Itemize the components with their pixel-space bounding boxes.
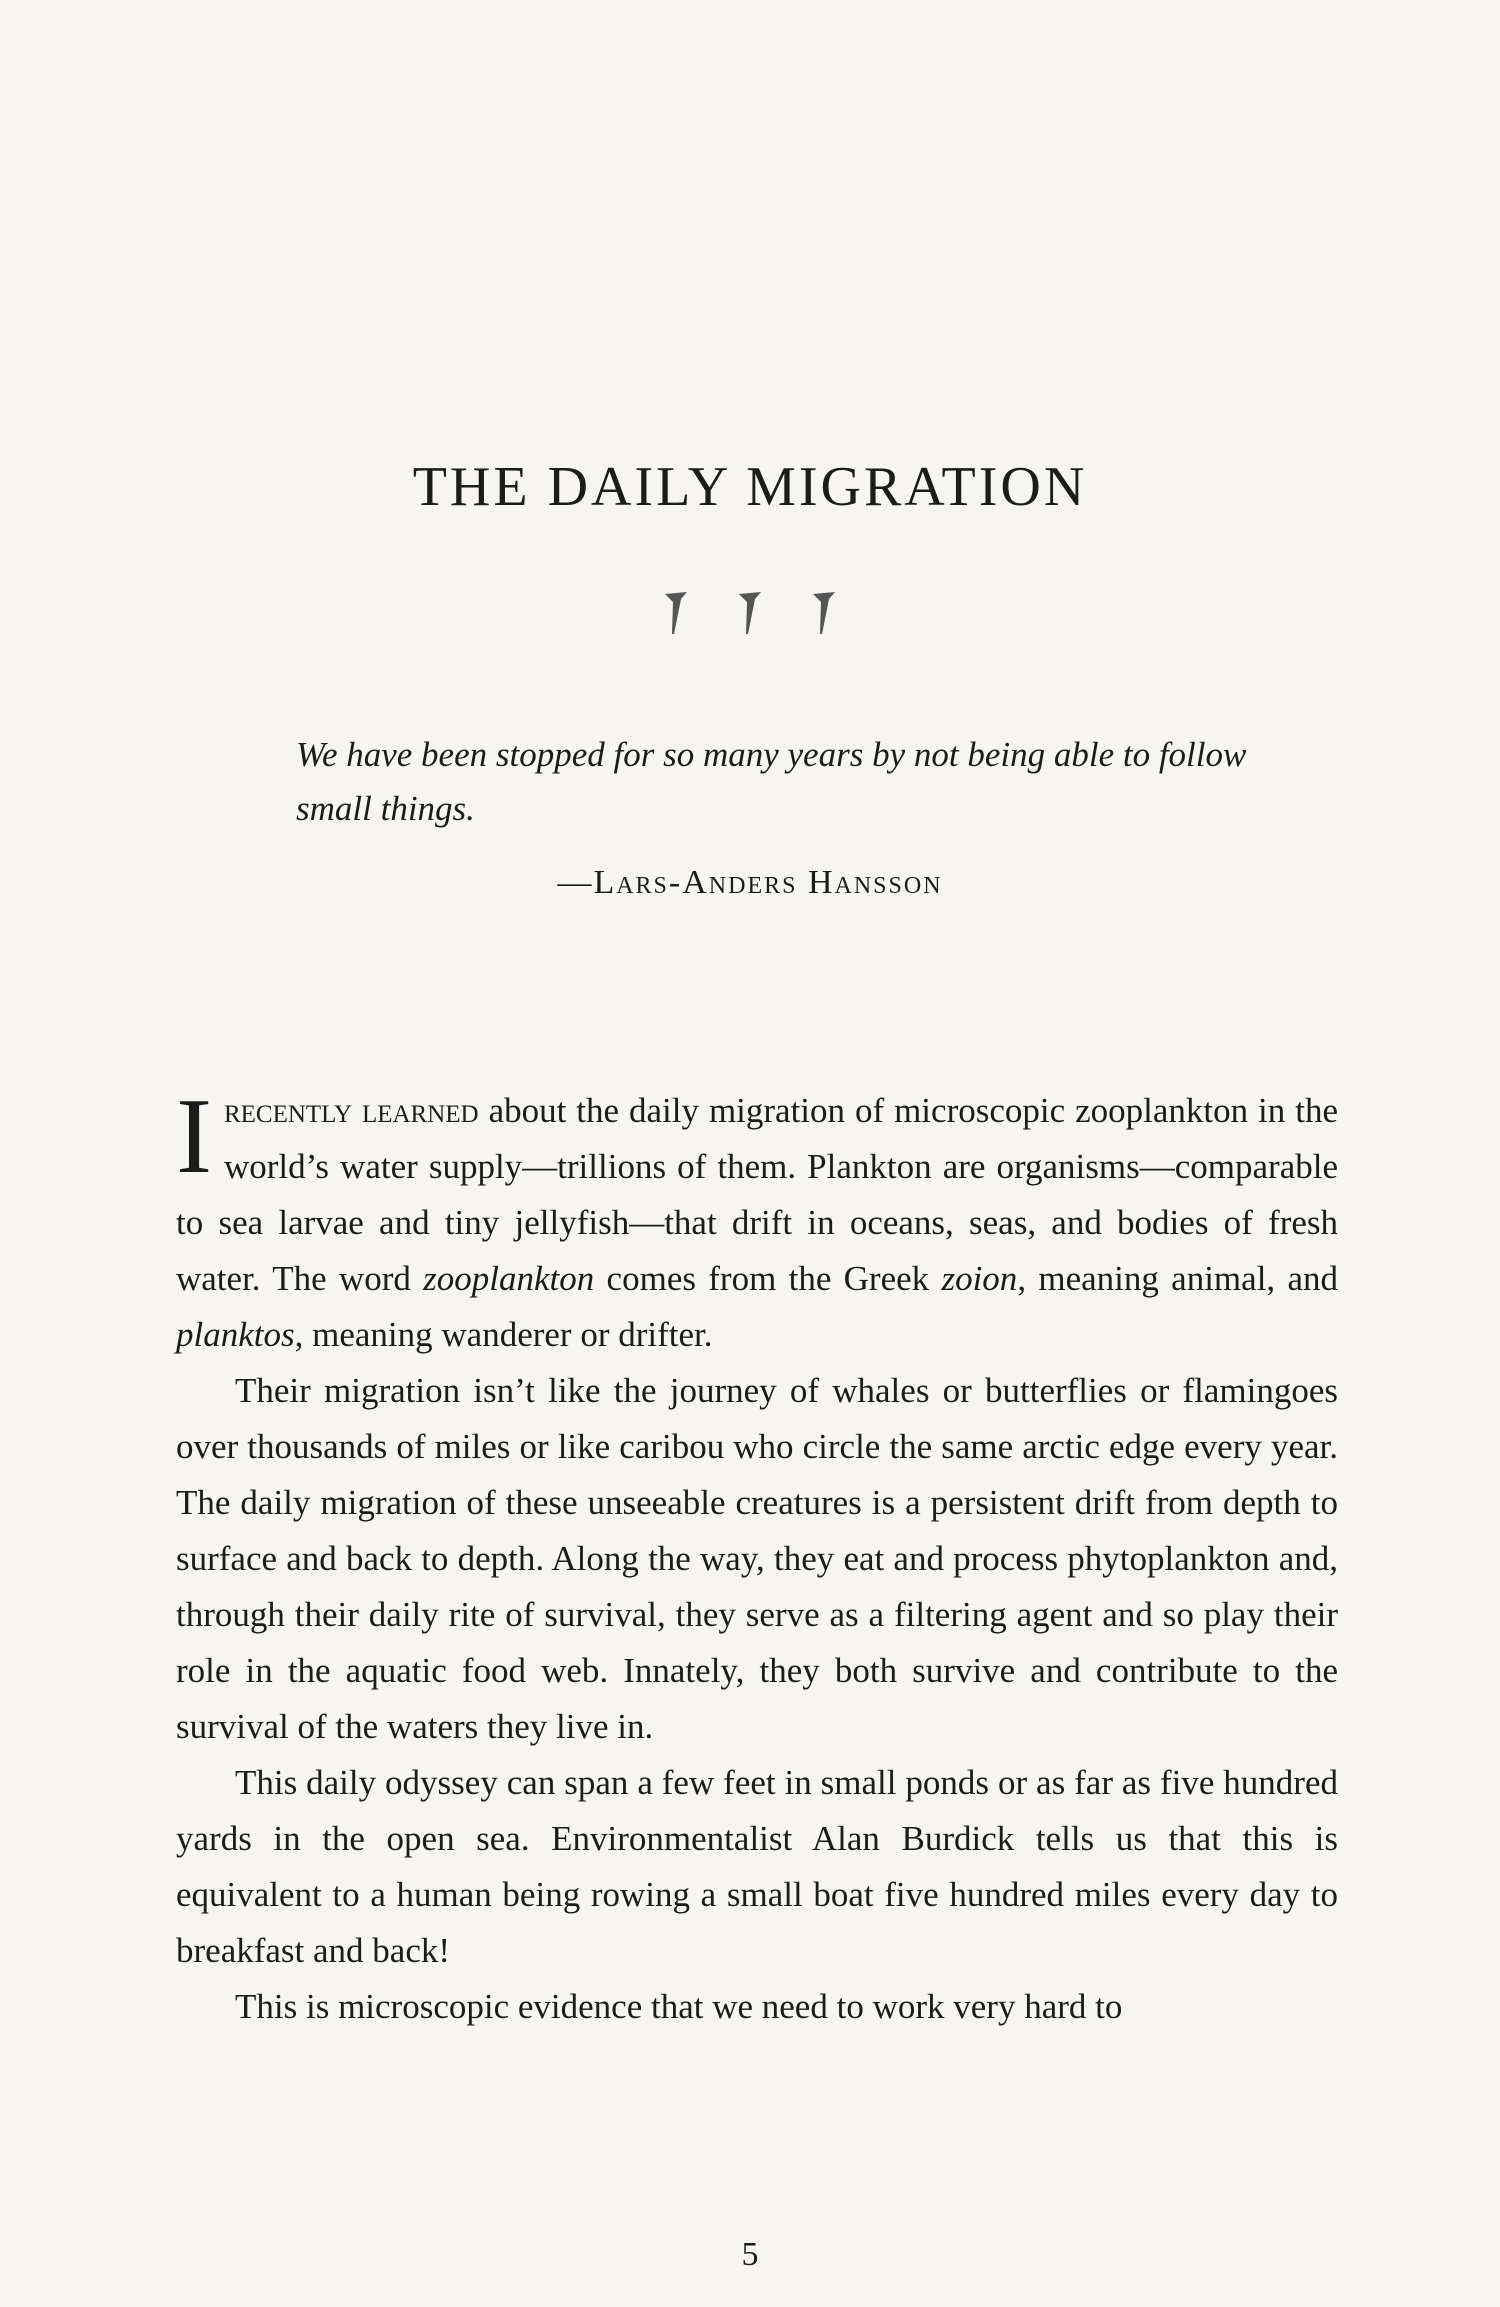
attribution-author: Lars-Anders Hansson <box>593 864 943 901</box>
chapter-title: THE DAILY MIGRATION <box>412 456 1088 518</box>
paragraph-3: This daily odyssey can span a few feet in small ponds or as far as five hundred yards in the open sea. Environmentalist Alan Burdick tells us that this is equivalent to a human being rowing a small boat five hundred miles every day to breakfast and back! <box>176 1763 1338 1970</box>
paragraph-1 <box>176 1077 1338 1363</box>
body-text <box>176 1077 1338 2035</box>
triangle-ornament-icon <box>739 592 761 636</box>
triangle-ornament-icon <box>813 592 835 636</box>
paragraph-1-text-b: comes from the Greek <box>594 1259 942 1298</box>
paragraph-1-text-d: , meaning wanderer or drifter. <box>294 1315 713 1354</box>
chapter-ornament <box>0 592 1500 636</box>
epigraph-quote: We have been stopped for so many years by not being able to follow small things. <box>296 735 1247 828</box>
term-zooplankton: zooplankton <box>423 1259 595 1298</box>
page-number: 5 <box>741 2236 759 2273</box>
paragraph-1-text-c: , meaning animal, and <box>1017 1259 1338 1298</box>
paragraph-4: This is microscopic evidence that we need to work very hard to <box>235 1987 1123 2026</box>
drop-cap: I <box>176 1077 212 1196</box>
paragraph-2: Their migration isn’t like the journey of whales or butterflies or flamingoes over thousands of miles or like caribou who circle the same arctic edge every year. The daily migration of these unseeable creatures is a persistent drift from depth to surface and back to depth. Along the way, they eat and process phytoplankton and, through their daily rite of survival, they serve as a filtering agent and so play their role in the aquatic food web. Innately, they both survive and contribute to the survival of the waters they live in. <box>176 1371 1338 1746</box>
triangle-ornament-icon <box>665 592 687 636</box>
term-planktos: planktos <box>176 1315 295 1354</box>
term-zoion: zoion <box>941 1259 1018 1298</box>
attribution-dash: — <box>557 864 594 901</box>
lead-in-small-caps: recently learned <box>223 1091 479 1130</box>
epigraph-attribution <box>0 864 1500 902</box>
paragraph-1-text-a: about the daily migration of microscopic zooplankton in the world’s water supply—trillions of them. Plankton are organisms—comparable to sea larvae and tiny jellyfish—that drift in oceans, seas, and bodies of fresh water. The word <box>176 1091 1338 1298</box>
